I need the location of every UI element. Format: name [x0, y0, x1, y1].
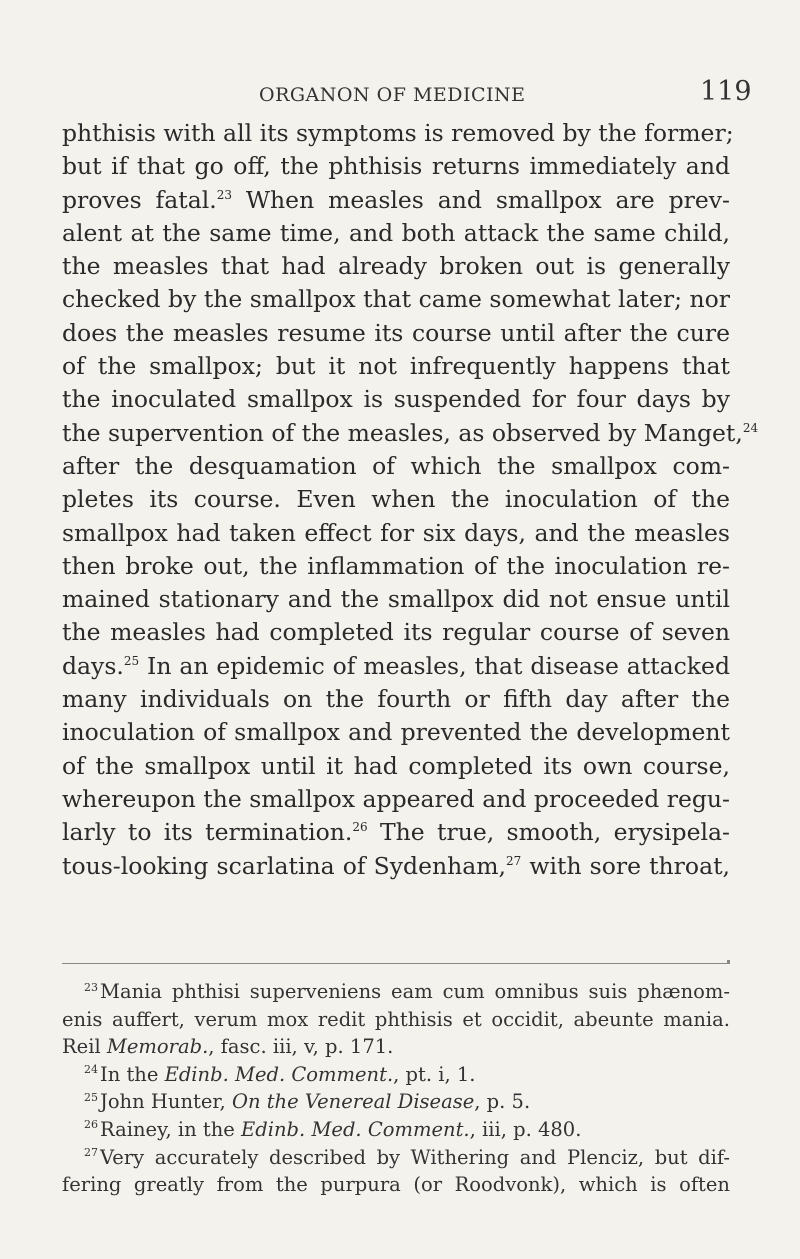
text-line: alent at the same time, and both attack the same child,: [62, 218, 730, 247]
text-line: pletes its course. Even when the inoculation of the: [62, 485, 730, 514]
text-line: of the smallpox; but it not infrequently happens that: [62, 352, 730, 381]
footnote-number: 24: [84, 1063, 98, 1077]
body-text: [62, 117, 759, 883]
text-line: the inoculated smallpox is suspended for four days by: [62, 385, 730, 414]
footnote-number: 26: [84, 1118, 98, 1132]
footnote-ref-24[interactable]: 24: [742, 420, 759, 435]
footnote-divider-end: [727, 960, 730, 964]
text-line: but if that go off, the phthisis returns immediately and: [62, 152, 730, 181]
text-line: larly to its termination.$^{26}$ The true, smooth, erysipela-: [62, 818, 730, 847]
text-line: mained stationary and the smallpox did not ensue until: [62, 585, 730, 614]
text-line: checked by the smallpox that came somewhat later; nor: [62, 285, 730, 314]
text-line: many individuals on the fourth or fifth day after the: [62, 685, 730, 714]
text-line: then broke out, the inflammation of the inoculation re-: [62, 551, 730, 580]
footnote-ref-27[interactable]: 27: [506, 853, 522, 868]
footnote-ref-26[interactable]: 26: [352, 820, 368, 835]
text-line: does the measles resume its course until after the cure: [62, 318, 730, 347]
footnote-27: $^{27}$ Very accurately described by Withering and Plenciz, but dif-: [84, 1145, 730, 1169]
text-line: smallpox had taken effect for six days, and the measles: [62, 518, 730, 547]
text-line: tous-looking scarlatina of Sydenham,$^{27}$ with sore throat,: [62, 851, 730, 880]
text-line: whereupon the smallpox appeared and proceeded regu-: [62, 784, 730, 813]
footnote-23: $^{23}$ Mania phthisi superveniens eam cum omnibus suis phænom-: [84, 980, 730, 1003]
footnote-divider: [62, 963, 730, 964]
footnote-23-cont: enis auffert, verum mox redit phthisis et occidit, abeunte mania.: [62, 1007, 730, 1031]
text-line: proves fatal.$^{23}$ When measles and smallpox are prev-: [62, 185, 730, 214]
footnote-number: 27: [84, 1146, 98, 1160]
footnote-ref-25[interactable]: 25: [123, 653, 140, 668]
text-line: the measles that had already broken out is generally: [62, 252, 730, 281]
footnote-26: $^{26}$ Rainey, in the Edinb. Med. Comment., iii, p. 480.: [84, 1117, 582, 1141]
footnote-25: $^{25}$ John Hunter, On the Venereal Disease, p. 5.: [84, 1090, 531, 1114]
footnote-27-cont: fering greatly from the purpura (or Roodvonk), which is often: [62, 1173, 730, 1197]
running-head: ORGANON OF MEDICINE: [259, 84, 526, 106]
text-line: phthisis with all its symptoms is removed by the former;: [62, 119, 734, 147]
text-line: of the smallpox until it had completed its own course,: [62, 751, 730, 780]
text-line: the measles had completed its regular course of seven: [62, 618, 730, 647]
text-line: inoculation of smallpox and prevented the development: [62, 718, 730, 747]
footnote-number: 25: [84, 1090, 98, 1104]
footnote-23-cont: Reil Memorab., fasc. iii, v, p. 171.: [62, 1035, 394, 1059]
footnotes: [62, 978, 730, 1199]
footnote-number: 23: [84, 980, 98, 994]
page-number: 119: [700, 76, 752, 107]
footnote-ref-23[interactable]: 23: [216, 187, 232, 202]
text-line: days.$^{25}$ In an epidemic of measles, that disease attacked: [62, 651, 730, 680]
text-line: after the desquamation of which the smallpox com-: [62, 451, 730, 480]
text-line: the supervention of the measles, as observed by Manget,$^{24}$: [62, 418, 759, 447]
footnote-24: $^{24}$ In the Edinb. Med. Comment., pt. i, 1.: [84, 1062, 476, 1086]
